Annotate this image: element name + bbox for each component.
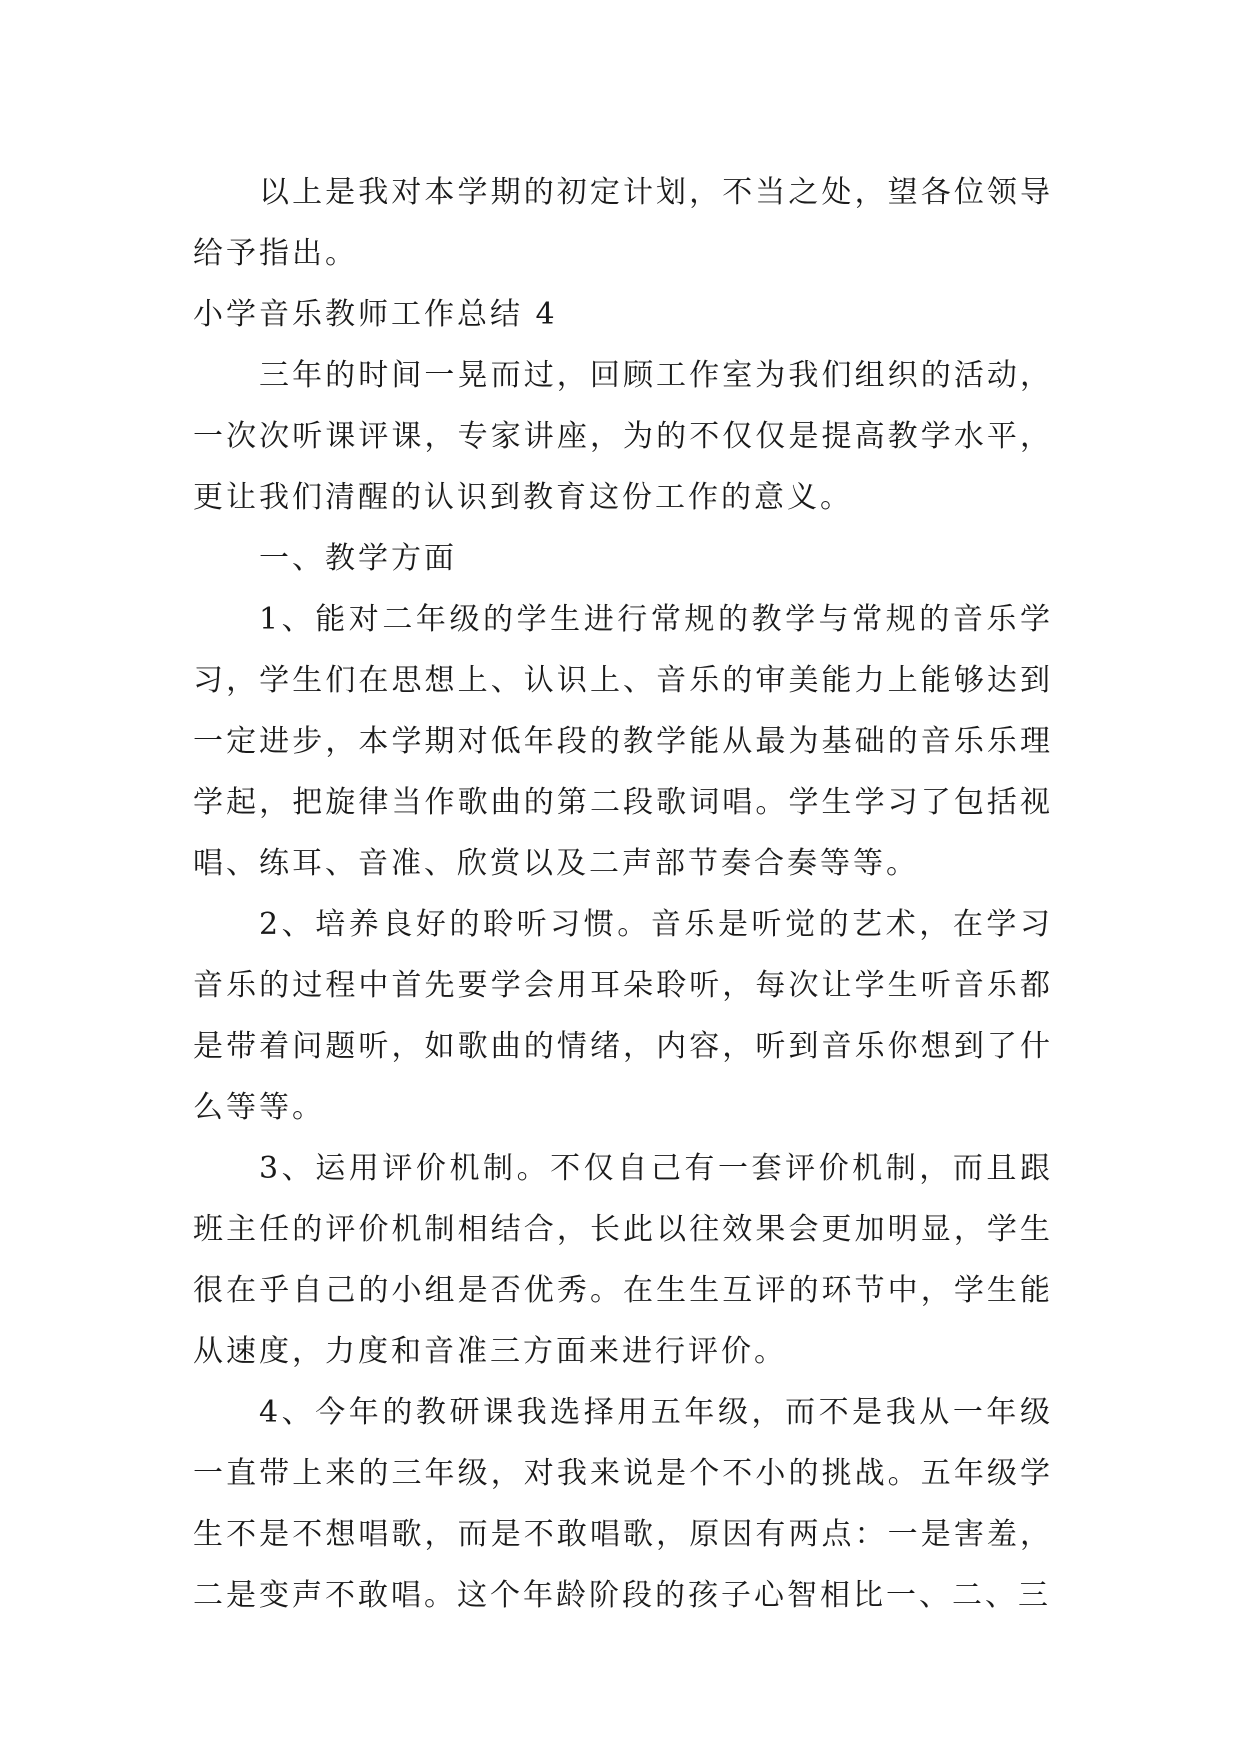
subheading-teaching: 一、教学方面 [259,541,457,576]
paragraph-item-2: 2、培养良好的聆听习惯。音乐是听觉的艺术，在学习音乐的过程中首先要学会用耳朵聆听，每次让学生听音乐都是带着问题听，如歌曲的情绪，内容，听到音乐你想到了什么等等。 [193,907,1053,1125]
document-body [193,162,1053,1626]
paragraph-closing-remark: 以上是我对本学期的初定计划，不当之处，望各位领导给予指出。 [193,175,1053,271]
paragraph-item-3: 3、运用评价机制。不仅自己有一套评价机制，而且跟班主任的评价机制相结合，长此以往效果会更加明显，学生很在乎自己的小组是否优秀。在生生互评的环节中，学生能从速度，力度和音准三方面来进行评价。 [193,1151,1053,1369]
section-title: 小学音乐教师工作总结 4 [193,297,558,332]
paragraph-item-1: 1、能对二年级的学生进行常规的教学与常规的音乐学习，学生们在思想上、认识上、音乐的审美能力上能够达到一定进步，本学期对低年段的教学能从最为基础的音乐乐理学起，把旋律当作歌曲的第二段歌词唱。学生学习了包括视唱、练耳、音准、欣赏以及二声部节奏合奏等等。 [193,602,1053,881]
paragraph-intro: 三年的时间一晃而过，回顾工作室为我们组织的活动，一次次听课评课，专家讲座，为的不仅仅是提高教学水平，更让我们清醒的认识到教育这份工作的意义。 [193,358,1053,515]
paragraph-item-4: 4、今年的教研课我选择用五年级，而不是我从一年级一直带上来的三年级，对我来说是个不小的挑战。五年级学生不是不想唱歌，而是不敢唱歌，原因有两点：一是害羞，二是变声不敢唱。这个年龄阶段的孩子心智相比一、二、三 [193,1395,1053,1613]
